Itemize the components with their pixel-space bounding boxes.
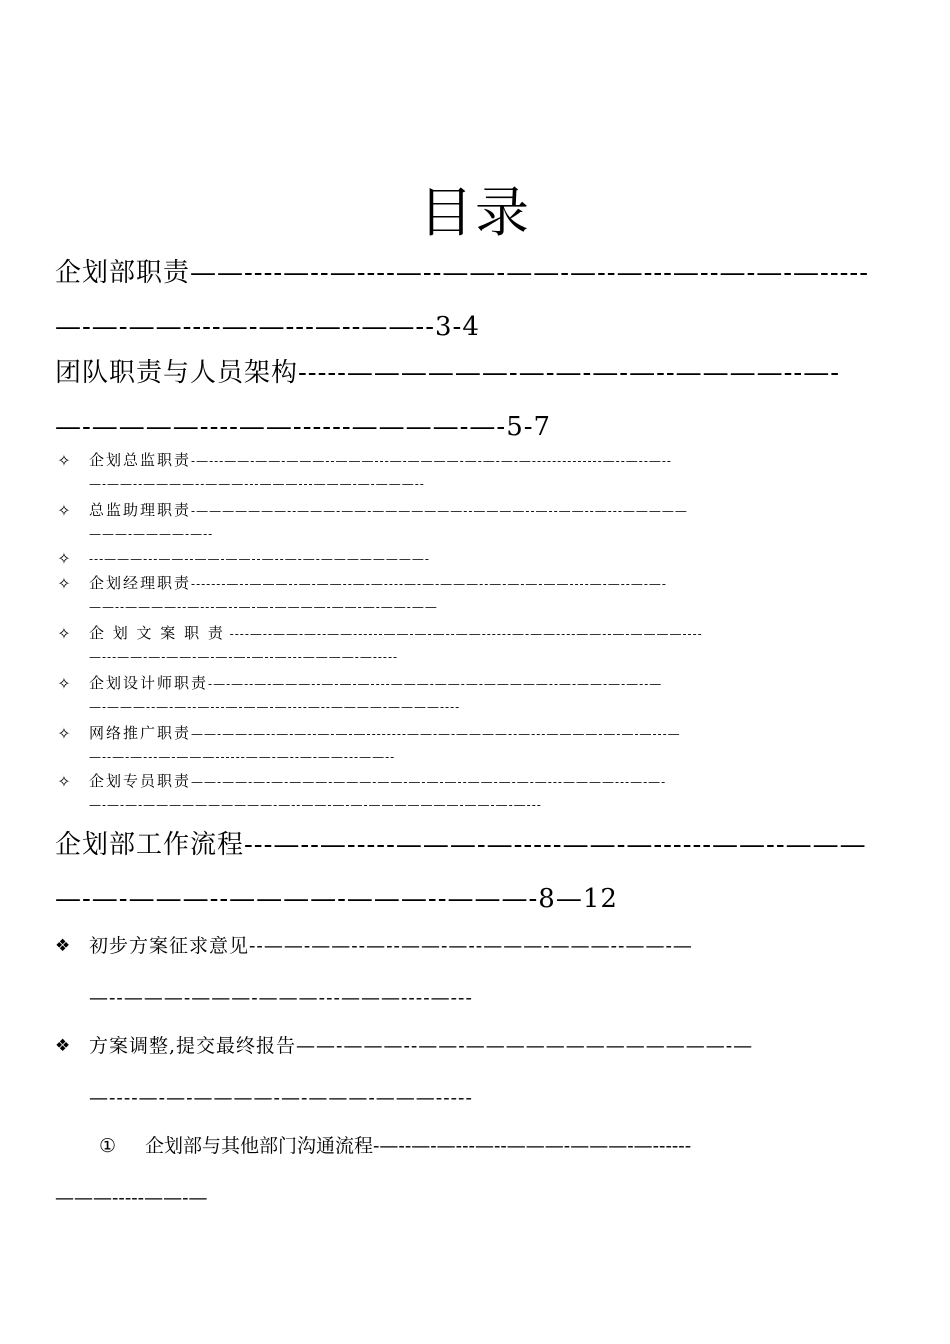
toc-entry-line: 方案调整,提交最终报告——-———--——-—————————————-— <box>89 1035 754 1057</box>
toc-sub-item-copywriter[interactable] <box>55 621 897 671</box>
toc-leader-dashes: —-—-—-——————————-—--——-—-—-———————-——-—-—--- <box>89 798 542 812</box>
diamond-bullet-icon: ✧ <box>57 501 73 520</box>
toc-sub-label: 企划总监职责 <box>89 451 192 469</box>
page-title: 目录 <box>419 181 531 244</box>
toc-sub-label: 网络推广职责 <box>89 724 192 742</box>
toc-sub-item-designer[interactable] <box>55 671 897 721</box>
toc-sub-label: 企划经理职责 <box>89 574 192 592</box>
toc-entry-line: —-—-——----—-—---—--——--3-4 <box>55 312 480 342</box>
toc-entry-line: 团队职责与人员架构-----——————-—-—-—-—--————--—- <box>55 358 840 388</box>
toc-sub-item-director[interactable] <box>55 448 897 498</box>
diamond-bullet-icon: ✧ <box>57 772 73 791</box>
toc-leader-dashes: -—---——-——-———--———---—-————-—-—-—-—--------------—--—--—-- <box>191 454 672 468</box>
toc-sub-label: 总监助理职责 <box>89 501 192 519</box>
toc-leader-dashes: ——-——-—-—-———-———-——-—-—-—--——-—-—-—---————---—-—- <box>191 775 667 789</box>
toc-leader-dashes: —-——--————--———---———---———-—-———-- <box>89 477 425 491</box>
toc-sub-item-manager[interactable] <box>55 571 897 621</box>
toc-leader-dashes: —---——-—-——-—-—-—-—--—---————-—----- <box>89 650 399 664</box>
toc-entry-workflow[interactable] <box>55 818 897 926</box>
diamond-bullet-icon: ✧ <box>57 451 73 470</box>
toc-leader-dashes: ——--————--—---—--—-—-————-——-—-——-—— <box>89 600 438 614</box>
toc-sub-item-assistant[interactable] <box>55 498 897 546</box>
toc-sub-label: 企划专员职责 <box>89 772 192 790</box>
toc-leader-dashes: ——-——-—--—-—--—-—-—--------——-—-————--—---————-—-—-—---— <box>191 727 681 741</box>
toc-leader-dashes: ---———---——--——-——--—--—-—-————————- <box>89 552 430 566</box>
toc-sub-item-specialist[interactable] <box>55 769 897 817</box>
circled-number: ① <box>99 1135 117 1157</box>
toc-entry-line: —-—-———--————-———--———-8—12 <box>55 884 618 914</box>
diamond-bullet-icon: ❖ <box>55 1036 72 1056</box>
toc-entry-line: ———-----——-— <box>55 1187 208 1209</box>
toc-entry-team-duties[interactable] <box>55 346 897 454</box>
toc-leader-dashes: -———————--———-——-———————--————--—--——--—---————— <box>191 504 688 518</box>
diamond-bullet-icon: ✧ <box>57 549 73 568</box>
toc-entry-line: 企划部职责——----—--—----—--——-——-—--—---—--—-—-—----- <box>55 258 869 288</box>
toc-sub-list <box>55 448 897 817</box>
toc-sub-label: 企划设计师职责 <box>89 674 209 692</box>
toc-entry-text: 企划部与其他部门沟通流程-—--—-—---—--———-———-—------ <box>145 1135 692 1157</box>
diamond-bullet-icon: ❖ <box>55 936 72 956</box>
toc-leader-dashes: —--—-—---—-———------——-—--—-——---——-- <box>89 750 396 764</box>
toc-entry-line: —--———-———-———---———----—--- <box>89 987 473 1009</box>
toc-workflow-item-initial-plan[interactable] <box>55 920 897 1024</box>
toc-leader-dashes: -—-—--—-———--—-—-—----———-——-—-—————--—-——-—-—--— <box>208 677 663 691</box>
diamond-bullet-icon: ✧ <box>57 574 73 593</box>
toc-entry-communication[interactable] <box>55 1120 897 1224</box>
toc-sub-label: 企 划 文 案 职 责 <box>89 624 225 642</box>
diamond-bullet-icon: ✧ <box>57 724 73 743</box>
toc-entry-planning-dept-duties[interactable] <box>55 246 897 354</box>
toc-entry-line: 企划部工作流程---—--—-----———-—-----——-—------——--——— <box>55 830 867 860</box>
toc-leader-dashes: ----—--——-—--——------——-—-—--——------—-——----——--—-————---- <box>224 627 703 641</box>
toc-leader-dashes: ———-————-—-- <box>89 527 214 541</box>
toc-leader-dashes: -------—--———--—-——--—-—----—-—-———--—-—-—-——----—-—--—-—- <box>191 577 667 591</box>
toc-sub-item-blank[interactable] <box>55 546 897 571</box>
toc-workflow-item-final-report[interactable] <box>55 1020 897 1124</box>
toc-leader-dashes: —-———--—-—--—---—-——-—----—--————-————---- <box>89 700 461 714</box>
toc-entry-line: —-————----——------————-—-5-7 <box>55 412 552 442</box>
diamond-bullet-icon: ✧ <box>57 624 73 643</box>
toc-entry-line: —----—-—-————-—-———-———----- <box>89 1087 473 1109</box>
toc-entry-line: 初步方案征求意见--——-——--—--——-—--———-———--——-— <box>89 935 693 957</box>
toc-sub-item-online-promo[interactable] <box>55 721 897 769</box>
diamond-bullet-icon: ✧ <box>57 674 73 693</box>
